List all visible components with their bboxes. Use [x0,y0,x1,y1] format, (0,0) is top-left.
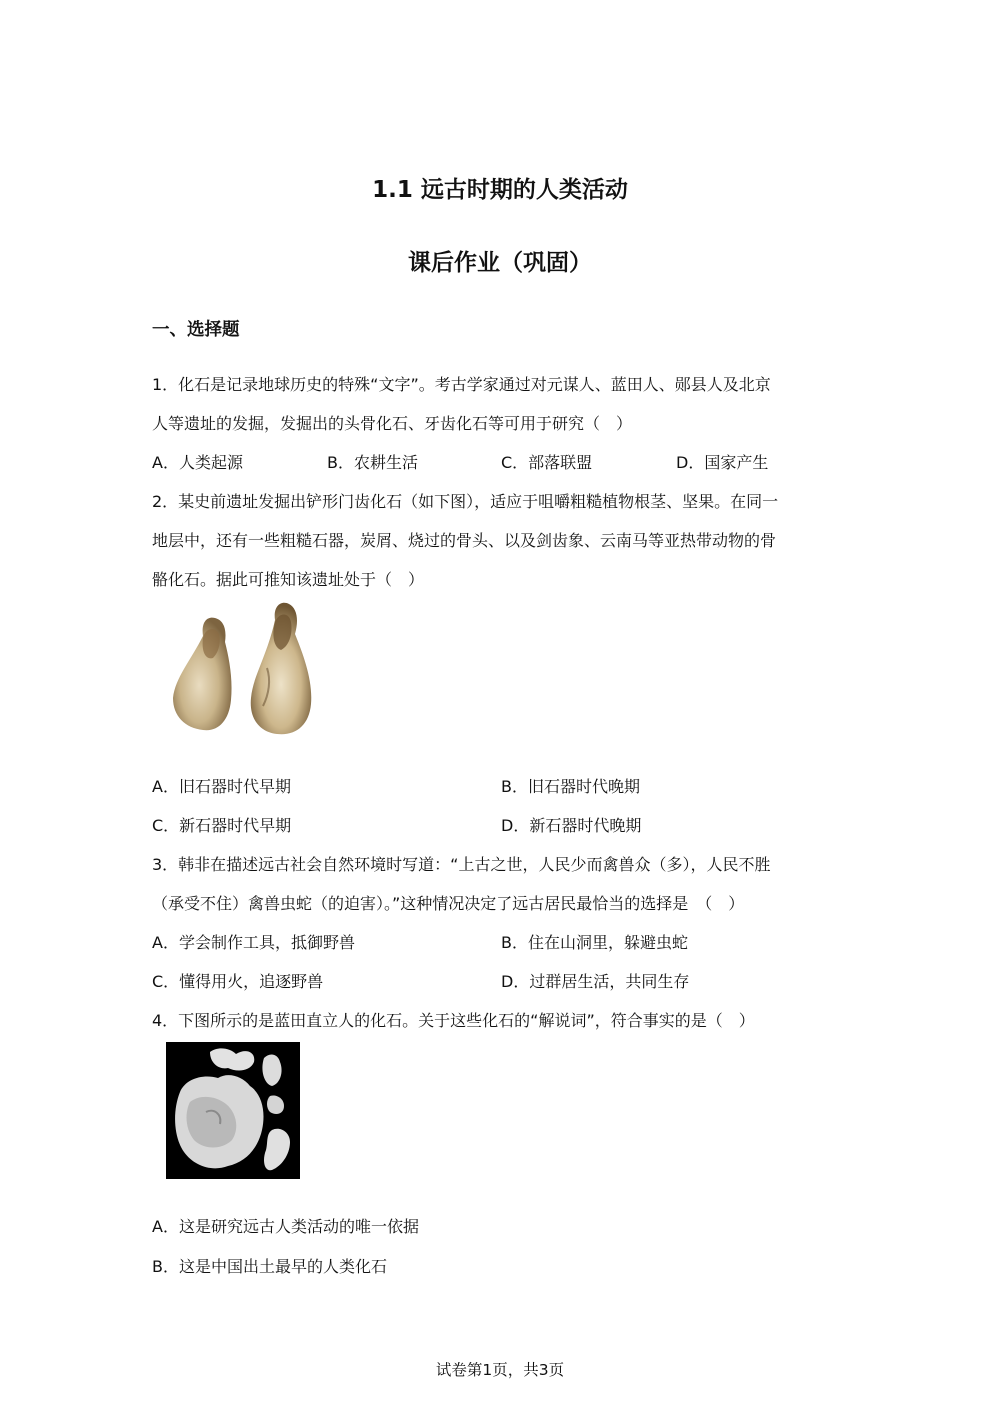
question-text-line: 骼化石。据此可推知该遗址处于（ ） [152,570,425,589]
page-footer: 试卷第1页，共3页 [435,1361,565,1379]
option-c: C．新石器时代早期 [152,816,292,835]
option-c: C．懂得用火，追逐野兽 [152,972,324,991]
shovel-incisor-fossil-image [163,598,319,740]
option-b: B．住在山洞里，躲避虫蛇 [501,933,688,952]
option-b: B．这是中国出土最早的人类化石 [152,1257,387,1276]
section-heading: 一、选择题 [152,320,240,340]
question-text-line: 4．下图所示的是蓝田直立人的化石。关于这些化石的“解说词”，符合事实的是（ ） [152,1011,755,1030]
option-a: A．旧石器时代早期 [152,777,291,796]
option-d: D．过群居生活，共同生存 [501,972,690,991]
option-d: D．国家产生 [676,453,769,472]
option-a: A．这是研究远古人类活动的唯一依据 [152,1217,419,1236]
question-text-line: 人等遗址的发掘，发掘出的头骨化石、牙齿化石等可用于研究（ ） [152,414,633,433]
question-text-line: 1．化石是记录地球历史的特殊“文字”。考古学家通过对元谋人、蓝田人、郧县人及北京 [152,375,771,394]
lantian-fossil-image [166,1042,300,1179]
document-subtitle: 课后作业（巩固） [408,250,592,276]
option-d: D．新石器时代晚期 [501,816,642,835]
option-a: A．人类起源 [152,453,243,472]
question-text-line: （承受不住）禽兽虫蛇（的迫害）。”这种情况决定了远古居民最恰当的选择是 （ ） [152,894,745,913]
document-title: 1.1 远古时期的人类活动 [372,177,628,203]
option-b: B．旧石器时代晚期 [501,777,640,796]
question-text-line: 地层中，还有一些粗糙石器，炭屑、烧过的骨头、以及剑齿象、云南马等亚热带动物的骨 [152,531,777,550]
option-c: C．部落联盟 [501,453,593,472]
question-text-line: 3．韩非在描述远古社会自然环境时写道：“上古之世，人民少而禽兽众（多），人民不胜 [152,855,771,874]
question-text-line: 2．某史前遗址发掘出铲形门齿化石（如下图），适应于咀嚼粗糙植物根茎、坚果。在同一 [152,492,779,511]
option-a: A．学会制作工具，抵御野兽 [152,933,355,952]
option-b: B．农耕生活 [327,453,418,472]
